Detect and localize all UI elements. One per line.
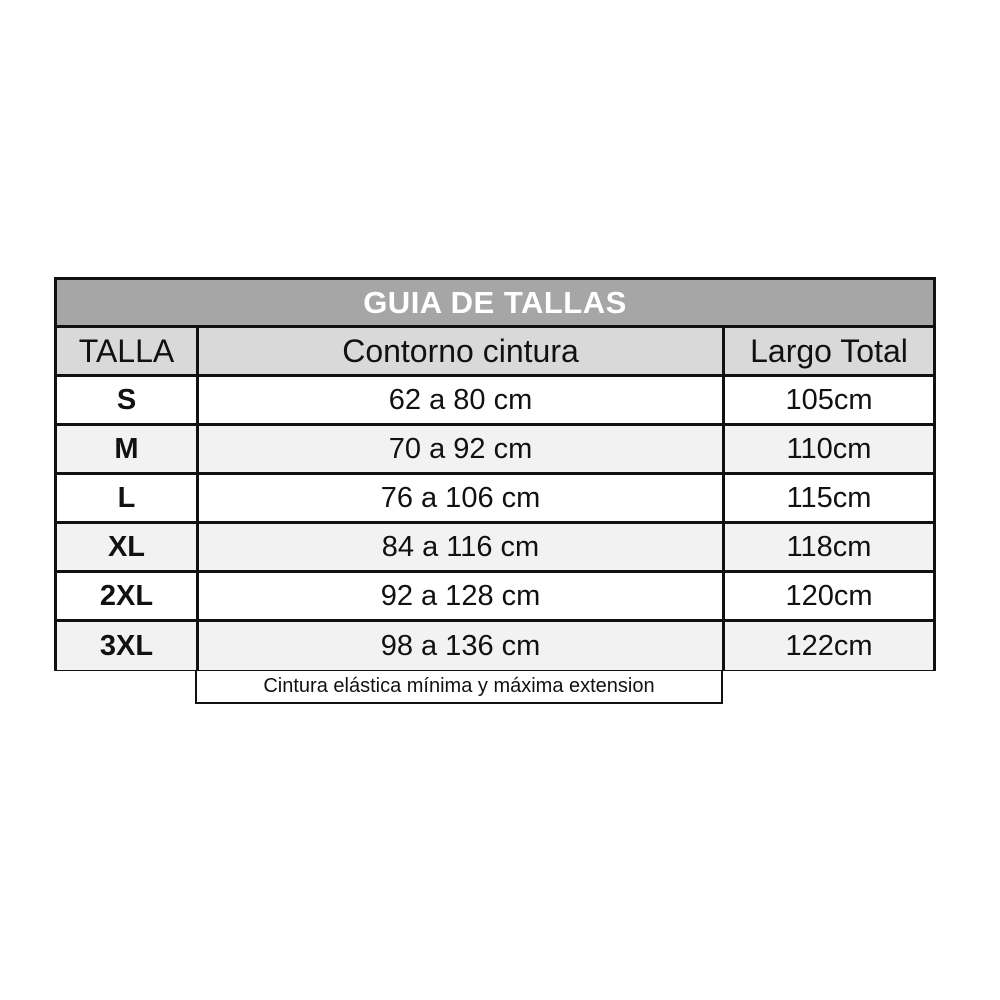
length-cell: 105cm xyxy=(785,383,873,416)
waist-cell: 98 a 136 cm xyxy=(199,622,725,670)
size-cell: M xyxy=(57,426,199,472)
table-row xyxy=(57,426,933,475)
size-guide-table xyxy=(54,277,936,671)
table-header-row xyxy=(57,328,933,377)
length-cell: 118cm xyxy=(786,530,872,563)
size-cell: 2XL xyxy=(57,573,199,619)
size-cell: S xyxy=(57,377,199,423)
length-cell: 120cm xyxy=(785,579,873,612)
size-cell: 3XL xyxy=(57,622,199,670)
table-title-row xyxy=(57,280,933,328)
length-cell: 115cm xyxy=(786,481,872,514)
table-row xyxy=(57,377,933,426)
waist-note: Cintura elástica mínima y máxima extension xyxy=(195,671,723,704)
table-row xyxy=(57,475,933,524)
waist-cell: 70 a 92 cm xyxy=(199,426,725,472)
header-waist: Contorno cintura xyxy=(199,328,725,374)
table-title: GUIA DE TALLAS xyxy=(363,284,627,320)
table-row xyxy=(57,524,933,573)
size-cell: L xyxy=(57,475,199,521)
table-row xyxy=(57,622,933,670)
waist-cell: 84 a 116 cm xyxy=(199,524,725,570)
waist-cell: 92 a 128 cm xyxy=(199,573,725,619)
size-cell: XL xyxy=(57,524,199,570)
header-size: TALLA xyxy=(57,328,199,374)
length-cell: 110cm xyxy=(786,432,872,465)
table-row xyxy=(57,573,933,622)
waist-cell: 76 a 106 cm xyxy=(199,475,725,521)
header-length: Largo Total xyxy=(750,332,908,369)
length-cell: 122cm xyxy=(785,629,873,662)
waist-cell: 62 a 80 cm xyxy=(199,377,725,423)
